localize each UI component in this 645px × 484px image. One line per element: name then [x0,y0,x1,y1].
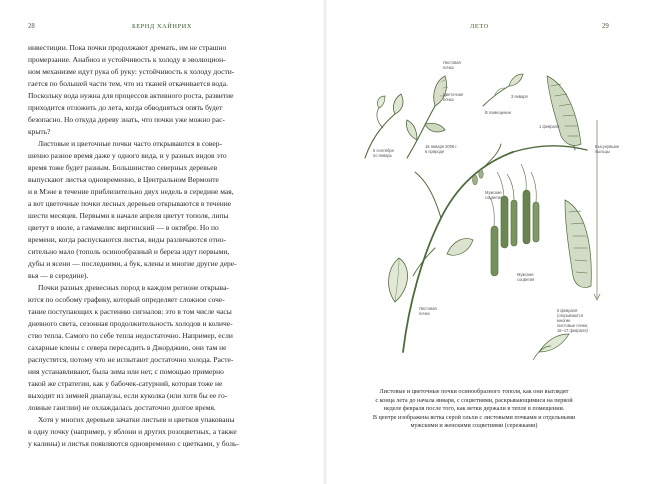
text-line: а вот цветочные почки лесных деревьев открываются в течение [28,199,232,208]
text-line: время тоже будет разным. Большинство северных деревьев [28,163,218,172]
text-line: ство тепла. Самого по себе тепла недостаточно. Например, если [28,331,233,340]
label-flower-bud: Цветочная почка [443,92,464,102]
label-indoors: В помещении [485,110,511,115]
caption-line: неделе февраля после того, как ветки держали в тепле в помещении. [383,405,565,413]
figure-caption [365,388,583,431]
caption-line: Листовые и цветочные почки осинообразного тополя, как они выглядят [379,388,569,395]
bud-sketch-bottom [533,334,569,360]
text-line: промерзание. Анабиоз и устойчивость к холоду в эволюцион- [28,55,226,64]
label-leaf-bud-2: Листовая почка [419,306,437,316]
text-line: тание поступающих к растению сигналов: это в том числе часы [28,307,232,316]
text-line: шести месяцев. Первыми в начале апреля цветут тополя, липы [28,211,229,220]
caption-line: мужскими и женскими соцветиями (сережками) [410,422,538,430]
label-exposed-stamens: Высунувшие пыльцы [595,144,620,154]
label-feb-1: 1 февраля [539,124,560,129]
page-number-right: 29 [602,23,609,30]
text-line: в одну почку (например, у яблони и других розоцветных, а также [28,427,237,436]
text-line: вья — в середине). [28,271,89,280]
text-line: ния устанавливают, была зима или нет, с помощью примерно [28,367,224,376]
label-jan-in-nature: 18 января 2006 г. в природе [425,144,458,154]
label-leaf-bud: Листовая почка [443,60,461,70]
text-line: сахарные клены с севера пересадить в Джорджию, они там не [28,343,227,352]
text-line: приходится отложить до лета, когда обводняться опять будет [28,103,223,112]
text-line: и в Мэне в течение приблизительно двух недель в середине мая, [28,187,234,196]
text-line: выходит из зимней диапаузы, если куколка (или хотя бы ее го- [28,391,228,400]
text-line: крыть? [28,127,51,136]
body-text [28,42,290,450]
poplar-twig-sketch-3 [483,74,523,106]
text-line: шенно разное время даже у одного вида, и у разных видов это [28,151,227,160]
label-male-catkins: Мужские соцветия [485,190,503,200]
illustration-drawing [325,40,645,380]
caption-line: с конца лета до начала января, с соцветиями, раскрывающимися на первой [375,396,573,404]
text-line: гается по большей части тем, что из тканей откачивается вода. [28,79,228,88]
alder-leaf-bud [389,239,473,302]
text-line: Поскольку вода нужна для процессов активного роста, развитие [28,91,234,100]
text-line: распустятся, потому что не испытают достаточно холода. Расте- [28,355,234,364]
text-line: Почки разных древесных пород в каждом регионе открыва- [38,283,229,292]
text-line: Хотя у многих деревьев зачатки листьев и цветков упакованы [38,415,235,424]
label-feb-5-note: 5 февраля (открываются многие листовые почки, 16–17 февраля) [557,308,589,333]
male-catkins [491,190,539,276]
text-line: выпускают листья одновременно, в Центральном Вермонте [28,175,219,184]
text-line: Листовые и цветочные почки часто открываются в совер- [38,139,222,148]
catkin-sketch-bottom [565,200,591,288]
text-line: дневного света, сезонная продолжительность холодов и количе- [28,319,233,328]
text-line: такой же стратегии, как у бабочек-сатурний, которая тоже не [28,379,223,388]
page-number-left: 28 [28,23,35,30]
caption-line: В центре изображена ветка серой ольхи с листовыми почками и отдельными [372,413,576,421]
text-line: ном механизме идут рука об руку: устойчивость к холоду дости- [28,67,235,76]
text-line: ловные ганглии) не охлаждалась достаточно долгое время. [28,403,216,412]
running-head-chapter: ЛЕТО [470,23,489,30]
text-line: цветут в июле, а гамамелис виргинский — в октябре. Но по [28,223,219,232]
text-line: времени, когда распускаются листья, виды различаются отно- [28,235,226,244]
text-line: инвестиции. Пока почки продолжают дремать, им не страшно [28,43,227,52]
catkin-sketch-top [547,76,581,150]
text-line: сительно мало (тополь осинообразный и береза идут первыми, [28,247,230,256]
text-line: ются по особому графику, который определяет сложное соче- [28,295,225,304]
text-line: дубы и ясени — последними, а бук, клены и многие другие дере- [28,259,237,268]
label-jan-3: 3 января [511,94,528,99]
running-head-author: БЕРНД ХАЙНРИХ [132,23,192,30]
text-line: безопасно. Но откуда дереву знать, что почки уже можно рас- [28,115,225,124]
botanical-illustration [325,40,645,380]
text-line: у калины) и листья появляются одновременно с цветками, у боль- [28,439,239,448]
label-male-catkins-2: Мужские соцветия [517,272,535,282]
label-sept-jan: 5 сентября по январь [373,148,394,158]
